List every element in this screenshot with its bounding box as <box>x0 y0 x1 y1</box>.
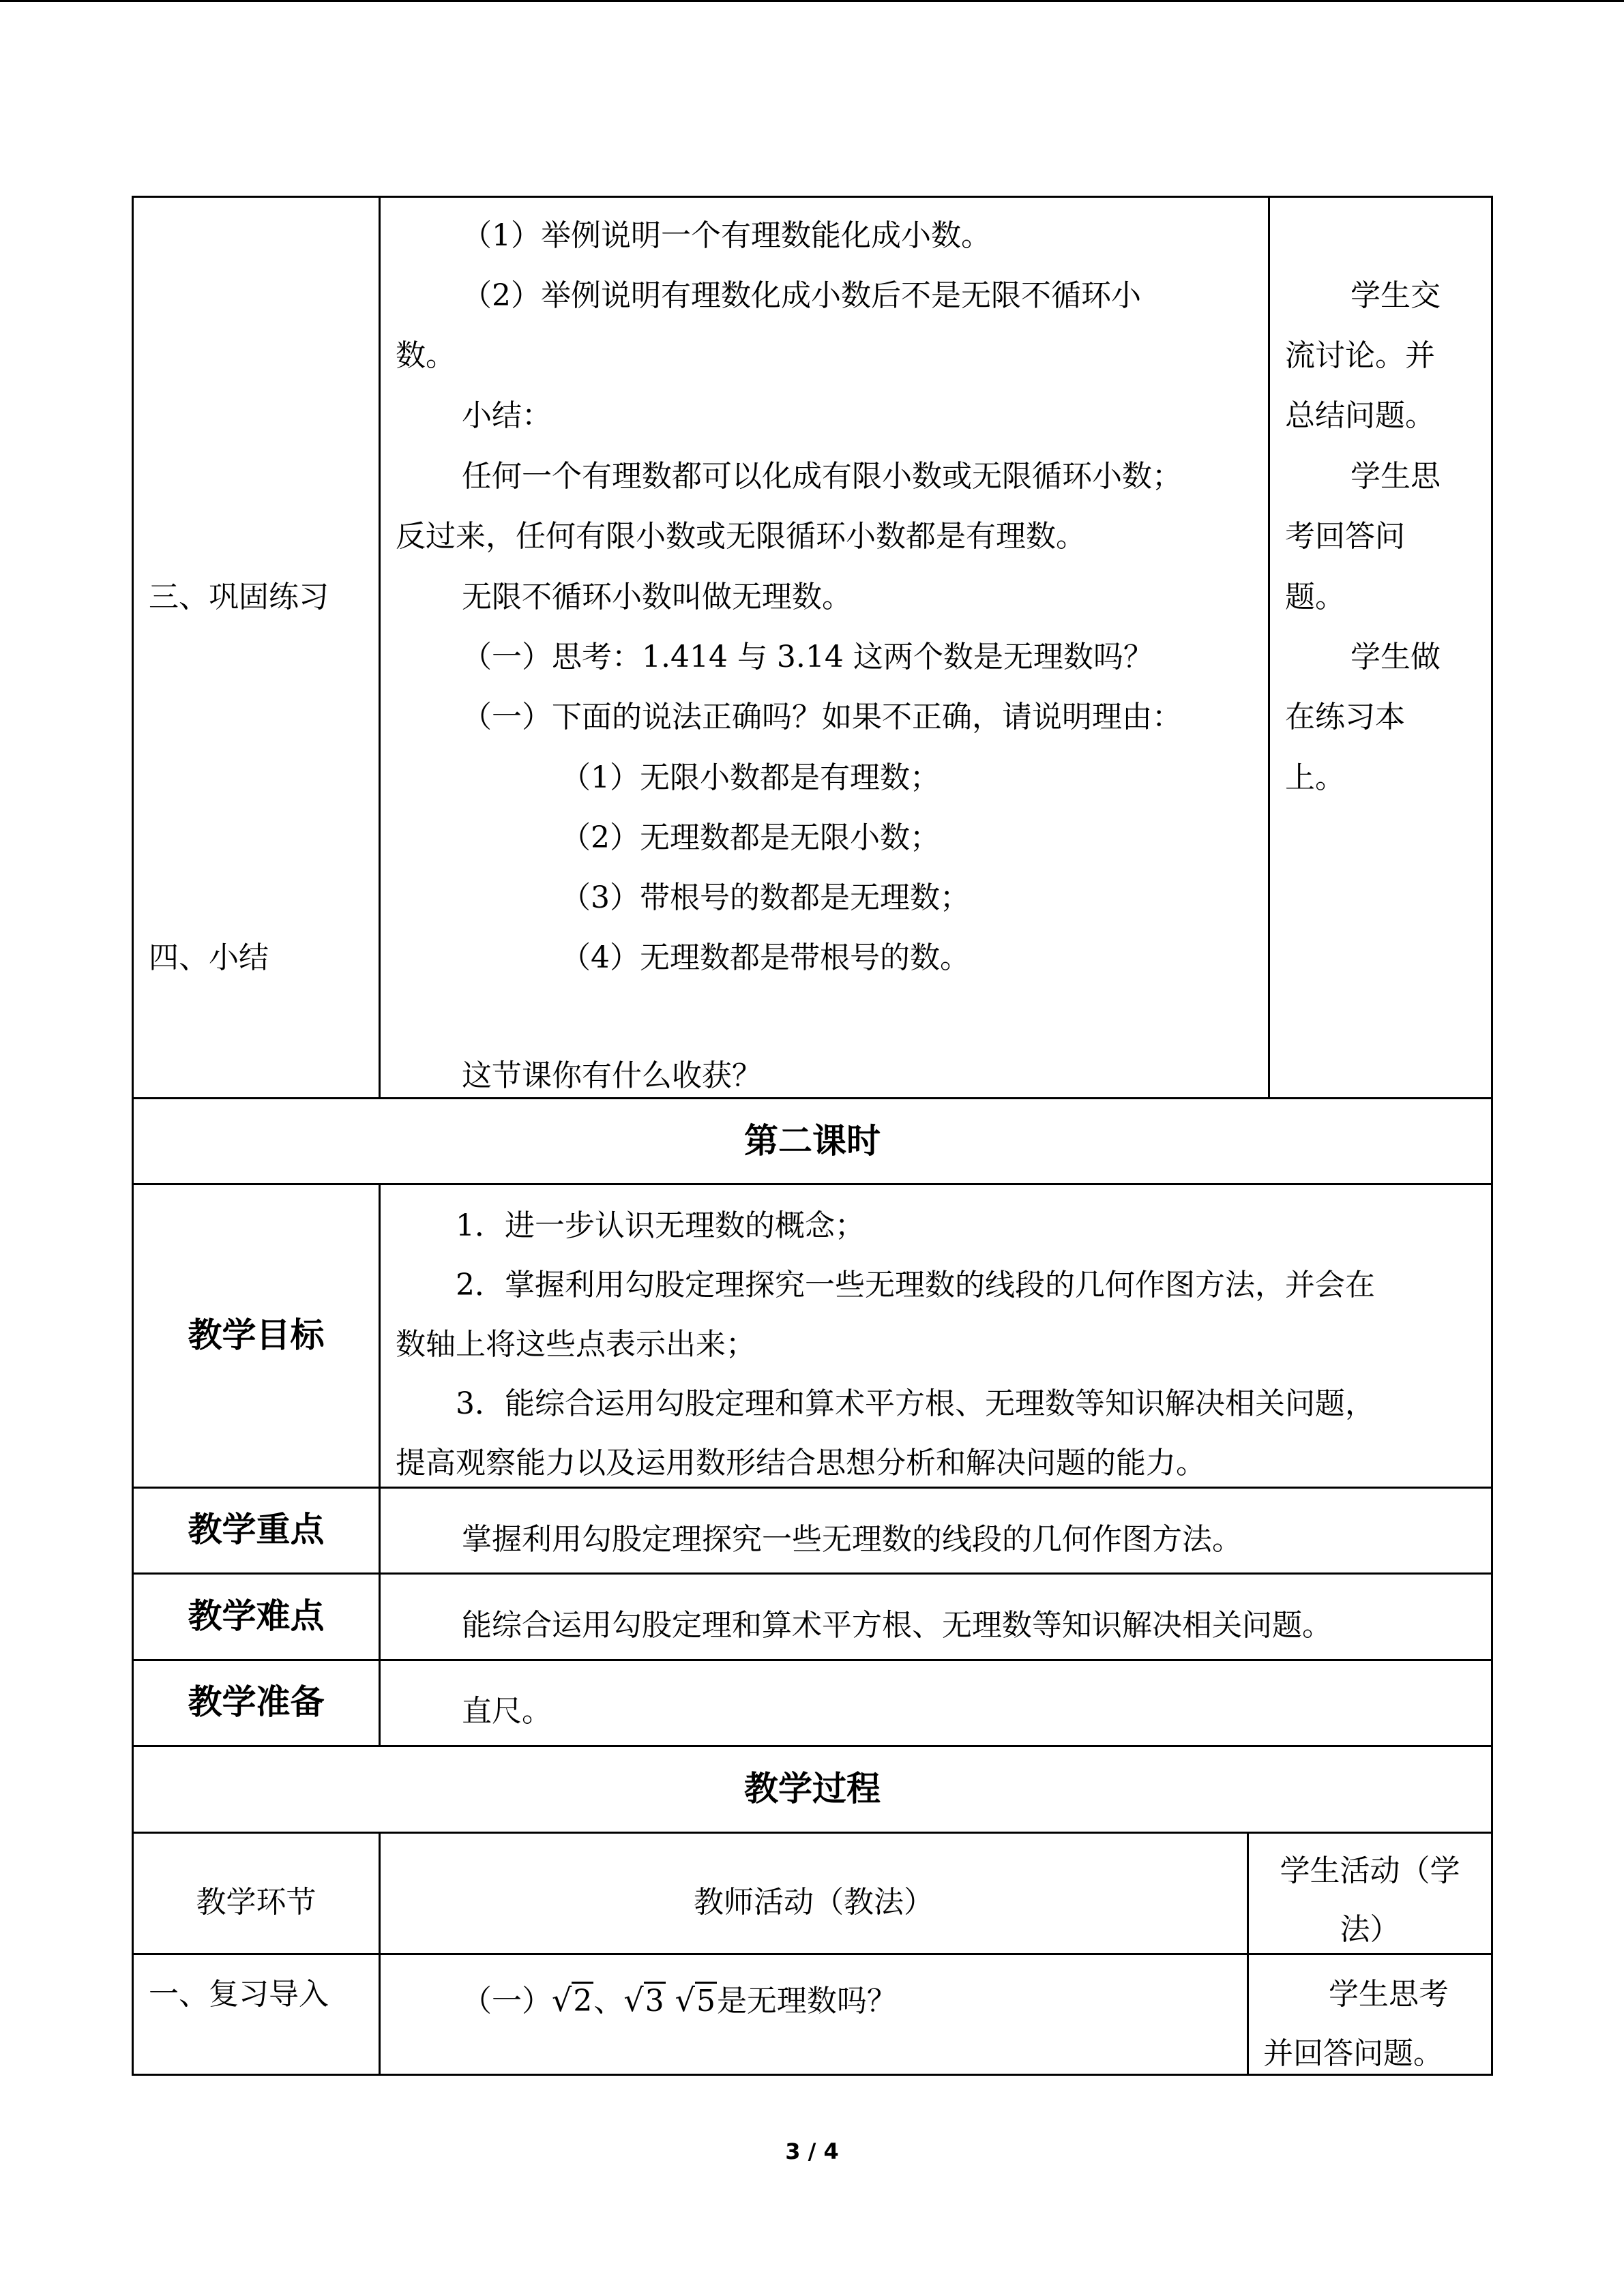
sqrt-3: √3 <box>623 1982 664 2018</box>
text-line: 2．掌握利用勾股定理探究一些无理数的线段的几何作图方法，并会在 <box>456 1268 1375 1302</box>
top-border <box>0 0 1624 2</box>
text-line: 学生做 <box>1350 640 1441 674</box>
page-number: 3 / 4 <box>785 2138 839 2164</box>
row-label: 教学准备 <box>188 1682 325 1722</box>
column-header: 法） <box>1340 1912 1400 1947</box>
text-line: 学生交 <box>1350 278 1441 313</box>
text-line: 并回答问题。 <box>1263 2036 1443 2071</box>
text-line: （一）思考：1.414 与 3.14 这两个数是无理数吗？ <box>462 640 1153 674</box>
column-header: 教学环节 <box>196 1885 316 1920</box>
text-line: （1）举例说明一个有理数能化成小数。 <box>462 218 991 253</box>
row-text: 直尺。 <box>462 1694 552 1729</box>
text-line: 反过来，任何有限小数或无限循环小数都是有理数。 <box>396 519 1086 554</box>
text-line: 学生思考 <box>1329 1977 1449 2012</box>
question-suffix: 是无理数吗？ <box>716 1984 897 2018</box>
row-label: 教学目标 <box>188 1315 325 1355</box>
text-line: 任何一个有理数都可以化成有限小数或无限循环小数； <box>462 459 1182 494</box>
text-line: 1．进一步认识无理数的概念； <box>456 1208 865 1243</box>
row-text: 能综合运用勾股定理和算术平方根、无理数等知识解决相关问题。 <box>462 1608 1332 1643</box>
sqrt-2: √2 <box>552 1982 593 2018</box>
text-line: （2）无理数都是无限小数； <box>561 820 940 855</box>
text-line: 无限不循环小数叫做无理数。 <box>462 580 852 614</box>
stage-label: 一、复习导入 <box>149 1977 329 2012</box>
sqrt-5: √5 <box>675 1982 715 2018</box>
question-prefix: （一） <box>462 1984 552 2018</box>
text-line: 在练习本 <box>1285 700 1405 734</box>
stage-label: 四、小结 <box>149 940 269 975</box>
text-line: 3．能综合运用勾股定理和算术平方根、无理数等知识解决相关问题， <box>456 1386 1375 1421</box>
text-line: 这节课你有什么收获？ <box>462 1058 762 1093</box>
column-header: 教师活动（教法） <box>694 1885 934 1920</box>
text-line: 考回答问 <box>1285 519 1405 554</box>
row-label: 教学重点 <box>188 1510 325 1549</box>
text-line: 提高观察能力以及运用数形结合思想分析和解决问题的能力。 <box>396 1446 1206 1480</box>
text-line: （一）下面的说法正确吗？如果不正确，请说明理由： <box>462 700 1182 734</box>
text-line: （4）无理数都是带根号的数。 <box>561 940 970 975</box>
text-line: 上。 <box>1285 760 1345 795</box>
text-line: （1）无限小数都是有理数； <box>561 760 940 795</box>
stage-label: 三、巩固练习 <box>149 580 329 614</box>
text-line: （3）带根号的数都是无理数； <box>561 880 970 915</box>
text-line: 学生思 <box>1350 459 1441 494</box>
text-line: 数轴上将这些点表示出来； <box>396 1327 756 1362</box>
row-label: 教学难点 <box>188 1596 325 1636</box>
section-title: 教学过程 <box>744 1769 881 1808</box>
text-line: 小结： <box>462 398 552 433</box>
row-text: 掌握利用勾股定理探究一些无理数的线段的几何作图方法。 <box>462 1522 1242 1557</box>
text-line: 数。 <box>396 338 456 373</box>
separator: 、 <box>593 1984 624 2018</box>
text-line: （2）举例说明有理数化成小数后不是无限不循环小 <box>462 278 1141 313</box>
question-line <box>462 1980 897 2022</box>
text-line: 流讨论。并 <box>1285 338 1435 373</box>
section-title: 第二课时 <box>744 1121 881 1161</box>
column-header: 学生活动（学 <box>1280 1853 1460 1888</box>
text-line: 题。 <box>1285 580 1345 614</box>
text-line: 总结问题。 <box>1285 398 1435 433</box>
